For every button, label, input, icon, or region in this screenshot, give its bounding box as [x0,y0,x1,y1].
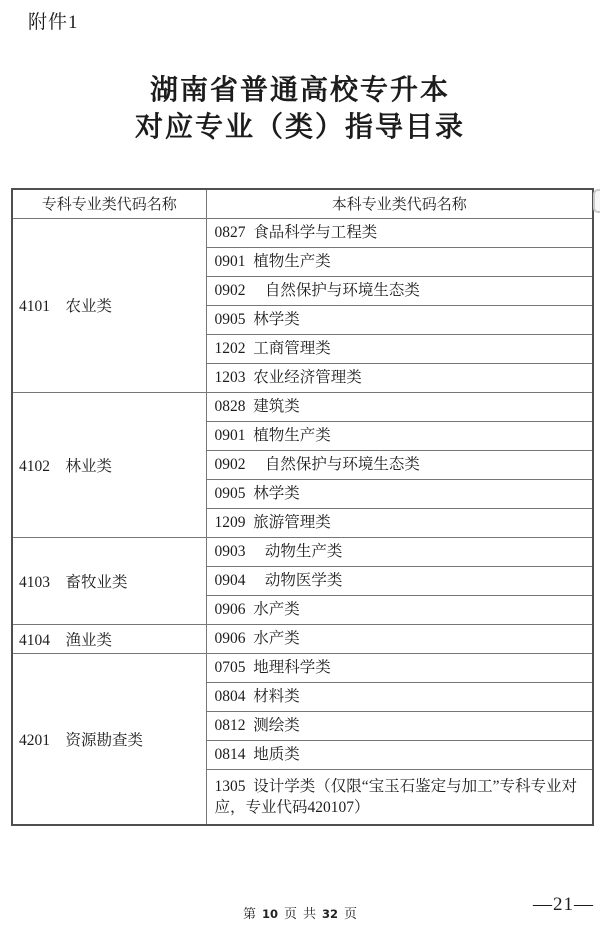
footer-page-number: 10 [261,907,278,921]
page-title [0,72,600,146]
table-header-row [12,189,593,218]
page-title-line-1: 湖南省普通高校专升本 [149,75,450,106]
header-cell-zhuanke: 专科专业类代码名称 [12,189,206,218]
major-cell: 0902 自然保护与环境生态类 [206,450,593,479]
footer-label-di: 第 [242,906,256,921]
footer-page-total: 32 [322,907,339,921]
major-cell: 0901 植物生产类 [206,247,593,276]
major-cell: 0804 材料类 [206,682,593,711]
major-cell: 1209 旅游管理类 [206,508,593,537]
major-cell: 0904 动物医学类 [206,566,593,595]
major-cell: 1202 工商管理类 [206,334,593,363]
category-cell: 4102 林业类 [12,392,206,537]
major-cell: 0705 地理科学类 [206,653,593,682]
header-cell-benke: 本科专业类代码名称 [206,189,593,218]
major-cell: 0906 水产类 [206,595,593,624]
category-cell: 4101 农业类 [12,218,206,392]
footer-label-ye1: 页 [283,906,297,921]
catalog-table-body [12,218,593,825]
category-cell: 4103 畜牧业类 [12,537,206,624]
table-row [12,392,593,421]
catalog-table [11,188,594,826]
major-cell: 0902 自然保护与环境生态类 [206,276,593,305]
category-cell: 4201 资源勘查类 [12,653,206,825]
major-cell: 0812 测绘类 [206,711,593,740]
table-row [12,653,593,682]
major-cell: 0827 食品科学与工程类 [206,218,593,247]
footer-label-ye2: 页 [344,906,358,921]
table-row [12,537,593,566]
table-row [12,624,593,653]
major-cell: 0901 植物生产类 [206,421,593,450]
scrollbar-thumb-icon[interactable] [593,189,600,213]
major-cell: 0903 动物生产类 [206,537,593,566]
attachment-label: 附件1 [28,12,79,33]
major-cell: 0906 水产类 [206,624,593,653]
page-title-line-2: 对应专业（类）指导目录 [134,112,465,143]
category-cell: 4104 渔业类 [12,624,206,653]
corner-page-number: —21— [533,894,594,915]
major-cell: 1203 农业经济管理类 [206,363,593,392]
major-cell: 0905 林学类 [206,479,593,508]
major-cell: 0814 地质类 [206,740,593,769]
major-cell: 1305 设计学类（仅限“宝玉石鉴定与加工”专科专业对应，专业代码420107） [206,769,593,825]
major-cell: 0828 建筑类 [206,392,593,421]
major-cell: 0905 林学类 [206,305,593,334]
page-indicator [0,903,600,922]
table-row [12,218,593,247]
footer-label-gong: 共 [303,906,317,921]
